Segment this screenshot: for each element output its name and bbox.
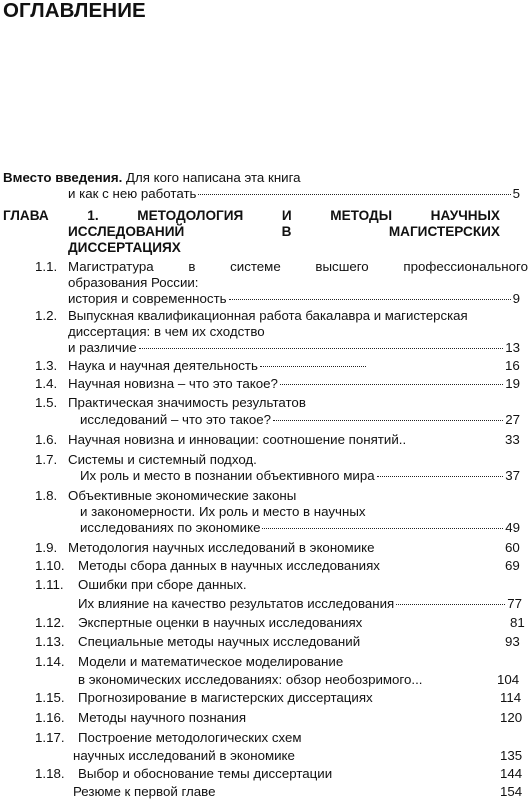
entry-text: Наука и научная деятельность — [68, 358, 258, 373]
page-number: 19 — [505, 376, 520, 391]
dot-leader — [262, 528, 503, 529]
chapter-word: МЕТОДОЛОГИЯ — [137, 208, 244, 223]
dot-leader — [273, 420, 503, 421]
chapter-word: ДИССЕРТАЦИЯХ — [68, 240, 181, 255]
entry-text: Выпускная квалификационная работа бакалавра и магистерская — [68, 308, 468, 323]
entry-number: 1.7. — [35, 452, 58, 467]
entry-text: Системы и системный подход. — [68, 452, 257, 467]
entry-text: Выбор и обоснование темы диссертации — [78, 766, 333, 781]
entry-text: Научная новизна – что это такое? — [68, 376, 278, 391]
page-number: 13 — [505, 340, 520, 355]
entry-number: 1.18. — [35, 766, 65, 781]
entry-text: научных исследований в экономике — [73, 748, 295, 763]
entry-text: история и современность — [68, 291, 227, 306]
page-title: ОГЛАВЛЕНИЕ — [3, 0, 146, 22]
page-number: 104 — [497, 672, 520, 687]
entry-number: 1.6. — [35, 432, 58, 447]
entry-number: 1.10. — [35, 558, 65, 573]
page-number: 77 — [507, 596, 522, 611]
entry-number: 1.13. — [35, 634, 65, 649]
dot-leader — [260, 366, 366, 367]
page-number: 69 — [505, 558, 520, 573]
entry-text: Их роль и место в познании объективного мира — [80, 468, 375, 483]
entry-number: 1.5. — [35, 395, 58, 410]
page-number: 27 — [505, 412, 520, 427]
dot-leader — [229, 299, 511, 300]
page-number: 16 — [505, 358, 520, 373]
entry-number: 1.15. — [35, 690, 65, 705]
entry-number: 1.3. — [35, 358, 58, 373]
entry-word: в — [188, 259, 196, 274]
entry-text: Экспертные оценки в научных исследованиях — [78, 615, 363, 630]
entry-text: диссертация: в чем их сходство — [68, 324, 265, 339]
entry-word: профессионального — [403, 259, 528, 274]
intro-text-1: Для кого написана эта книга — [125, 170, 301, 185]
entry-text: исследований – что это такое? — [80, 412, 271, 427]
dot-leader — [280, 384, 503, 385]
entry-number: 1.11. — [35, 577, 64, 592]
entry-number: 1.17. — [35, 730, 65, 745]
chapter-word: МАГИСТЕРСКИХ — [388, 224, 500, 239]
entry-text: Прогнозирование в магистерских диссертациях — [78, 690, 373, 705]
entry-number: 1.2. — [35, 308, 58, 323]
entry-text: Построение методологических схем — [78, 730, 302, 745]
page-number: 114 — [500, 690, 522, 705]
entry-word: Магистратура — [68, 259, 154, 274]
entry-text: Методы научного познания — [78, 710, 247, 725]
page-number: 9 — [512, 291, 520, 306]
page-number: 49 — [505, 520, 520, 535]
entry-number: 1.12. — [35, 615, 65, 630]
entry-number: 1.8. — [35, 488, 58, 503]
chapter-word: 1. — [87, 208, 99, 223]
entry-text: Их влияние на качество результатов исследования — [78, 596, 395, 611]
entry-number: 1.16. — [35, 710, 65, 725]
entry-number: 1.4. — [35, 376, 58, 391]
entry-word: системе — [230, 259, 281, 274]
entry-number: 1.9. — [35, 540, 58, 555]
intro-text-2: и как с нею работать — [68, 186, 197, 201]
dot-leader — [198, 194, 510, 195]
entry-text: в экономических исследованиях: обзор необозримого... — [78, 672, 423, 687]
entry-word: высшего — [315, 259, 369, 274]
page-number: 93 — [505, 634, 520, 649]
dot-leader — [396, 604, 505, 605]
entry-text: Специальные методы научных исследований — [78, 634, 361, 649]
entry-text: Объективные экономические законы — [68, 488, 297, 503]
page-number: 135 — [500, 748, 523, 763]
entry-text: Научная новизна и инновации: соотношение понятий.. — [68, 432, 407, 447]
entry-text: образования России: — [68, 275, 199, 290]
page-number: 144 — [500, 766, 523, 781]
page-number: 154 — [500, 784, 523, 799]
chapter-word: В — [281, 224, 292, 239]
intro-bold: Вместо введения. — [3, 170, 123, 185]
entry-text: Ошибки при сборе данных. — [78, 577, 247, 592]
dot-leader — [139, 348, 504, 349]
page-number: 37 — [505, 468, 520, 483]
page-number: 120 — [500, 710, 523, 725]
chapter-word: НАУЧНЫХ — [430, 208, 500, 223]
page-number: 5 — [512, 186, 520, 201]
chapter-word: МЕТОДЫ — [330, 208, 393, 223]
entry-text: Практическая значимость результатов — [68, 395, 306, 410]
page-number: 33 — [505, 432, 520, 447]
entry-text: Модели и математическое моделирование — [78, 654, 344, 669]
entry-text: Методы сбора данных в научных исследованиях — [78, 558, 380, 573]
page-number: 60 — [505, 540, 520, 555]
entry-text: исследованиях по экономике — [80, 520, 261, 535]
chapter-word: ГЛАВА — [3, 208, 49, 223]
page-number: 81 — [510, 615, 525, 630]
entry-text: и различие — [68, 340, 137, 355]
entry-text: Методология научных исследований в экономике — [68, 540, 375, 555]
dot-leader — [377, 476, 504, 477]
chapter-word: ИССЛЕДОВАНИЙ — [68, 224, 185, 239]
chapter-word: И — [281, 208, 292, 223]
entry-number: 1.14. — [35, 654, 65, 669]
entry-text: Резюме к первой главе — [73, 784, 216, 799]
entry-number: 1.1. — [35, 259, 58, 274]
entry-text: и закономерности. Их роль и место в научных — [80, 504, 366, 519]
